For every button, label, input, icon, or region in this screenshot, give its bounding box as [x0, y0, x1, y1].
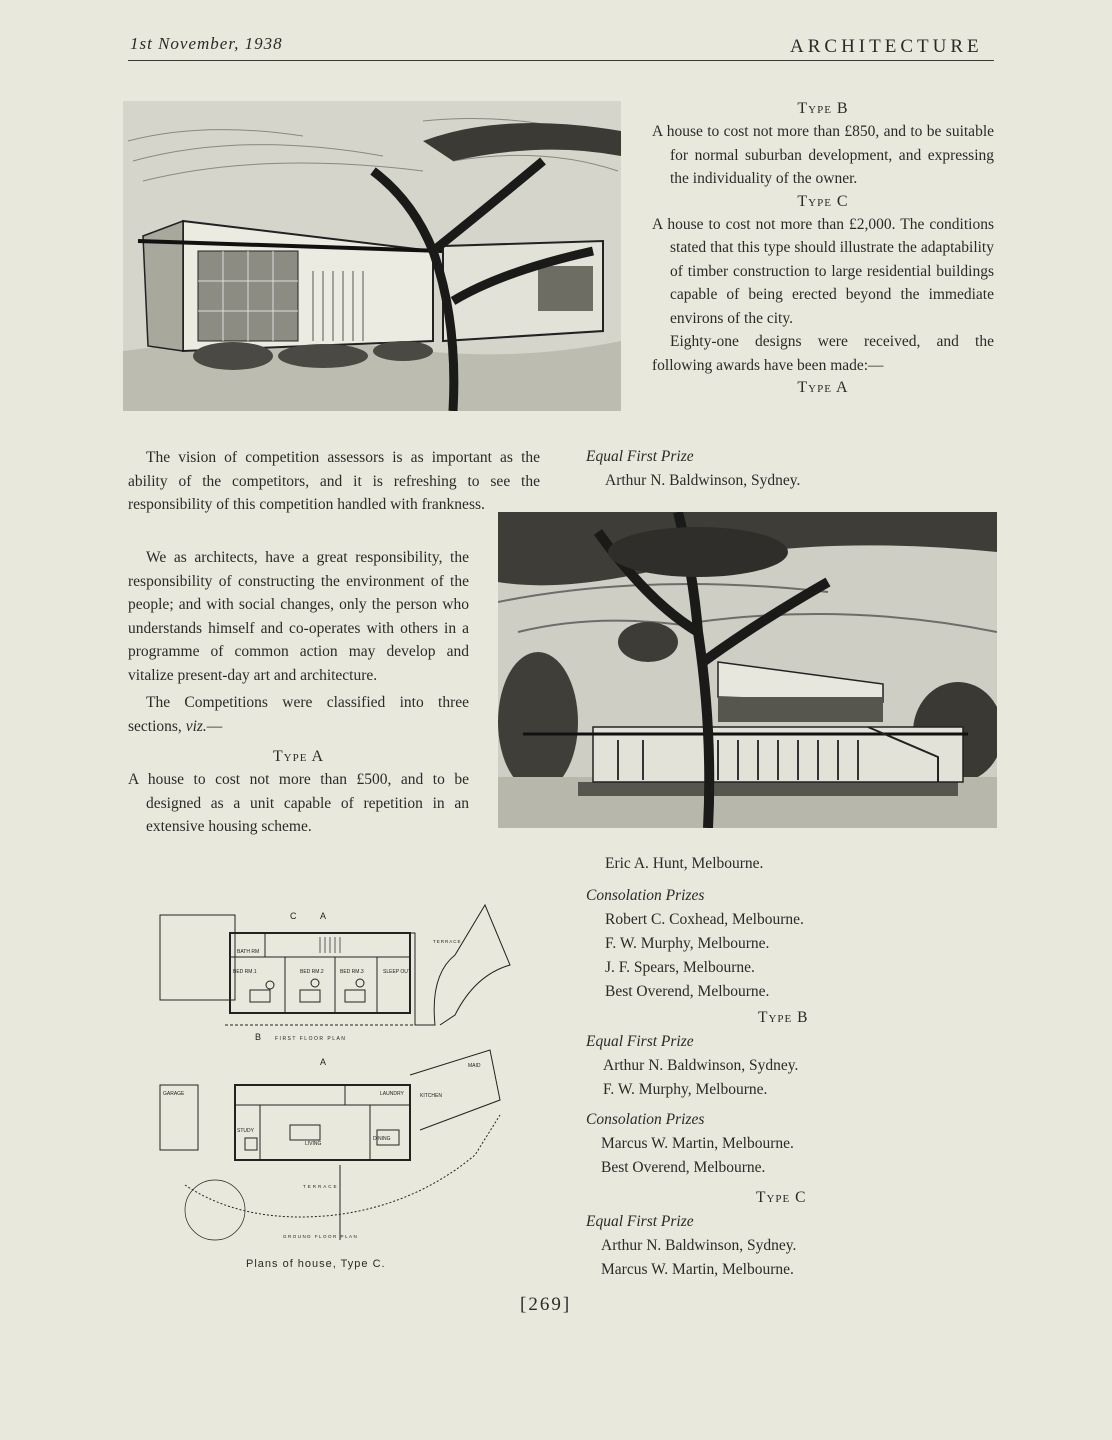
type-a-winner-1: Arthur N. Baldwinson, Sydney. [605, 472, 801, 489]
type-c-first-1: Arthur N. Baldwinson, Sydney. [601, 1237, 797, 1254]
first-floor-room-bath: BATH RM [237, 949, 260, 955]
header-rule [128, 60, 994, 61]
section-marker-c: C [290, 911, 297, 921]
ground-floor-room-garage: GARAGE [163, 1091, 185, 1097]
journal-title: ARCHITECTURE [790, 36, 983, 57]
para-assessors: The vision of competition assessors is as important as the ability of the competitors, and it is refreshing to see the responsibility of this competition handled with frankness. [128, 449, 540, 513]
type-b-consolation-2: Best Overend, Melbourne. [601, 1159, 766, 1176]
lower-terrace-label: TERRACE [303, 1184, 339, 1189]
type-b-heading: Type B [797, 100, 849, 117]
type-a-consolation-3: J. F. Spears, Melbourne. [605, 959, 755, 976]
issue-date: 1st November, 1938 [130, 34, 283, 53]
type-a-winner-2: Eric A. Hunt, Melbourne. [605, 855, 764, 872]
type-a-consolation-4: Best Overend, Melbourne. [605, 983, 770, 1000]
first-floor-room-bed2: BED RM.2 [300, 969, 324, 975]
type-a-equal-first-label: Equal First Prize [586, 448, 694, 465]
section-marker-a2: A [320, 1057, 327, 1067]
first-floor-room-bed1: BED RM.1 [233, 969, 257, 975]
type-a-consolation-label: Consolation Prizes [586, 887, 705, 904]
type-b-first-1: Arthur N. Baldwinson, Sydney. [603, 1057, 799, 1074]
page-number: [269] [520, 1294, 572, 1315]
ground-floor-room-study: STUDY [237, 1128, 254, 1134]
ground-floor-label: GROUND FLOOR PLAN [283, 1234, 359, 1239]
first-floor-room-bed3: BED RM.3 [340, 969, 364, 975]
ground-floor-room-laundry: LAUNDRY [380, 1091, 404, 1097]
upper-terrace-label: TERRACE [433, 939, 462, 944]
plans-caption: Plans of house, Type C. [246, 1258, 386, 1270]
type-b-description: A house to cost not more than £850, and to be suitable for normal suburban development, and expressing the individuality of the owner. [652, 123, 994, 187]
ground-floor-room-maid: MAID [468, 1063, 481, 1069]
type-b-equal-first-label: Equal First Prize [586, 1033, 694, 1050]
house-sketch-middle [498, 512, 997, 828]
type-c-first-2: Marcus W. Martin, Melbourne. [601, 1261, 794, 1278]
para-classified: The Competitions were classified into three sections, viz.— [128, 694, 469, 735]
type-b-first-2: F. W. Murphy, Melbourne. [603, 1081, 768, 1098]
type-a-consolation-2: F. W. Murphy, Melbourne. [605, 935, 770, 952]
awards-type-b-heading: Type B [758, 1009, 809, 1026]
type-c-equal-first-label: Equal First Prize [586, 1213, 694, 1230]
left-type-a-heading: Type A [272, 748, 325, 765]
para-responsibility: We as architects, have a great responsibility, the responsibility of constructing the environment of the people; and with social changes, only the person who understands himself and co-operates with others in a programme of common action may develop and vitalize present-day art and architecture. [128, 549, 469, 684]
ground-floor-room-living: LIVING [305, 1141, 322, 1147]
type-b-consolation-1: Marcus W. Martin, Melbourne. [601, 1135, 794, 1152]
awards-type-c-heading: Type C [756, 1189, 807, 1206]
left-type-a-description: A house to cost not more than £500, and to be designed as a unit capable of repetition in an extensive housing scheme. [128, 771, 469, 835]
awards-intro: Eighty-one designs were received, and the following awards have been made:— [652, 333, 994, 374]
first-floor-room-sleepout: SLEEP OUT [383, 969, 411, 975]
ground-floor-room-dining: DINING [373, 1136, 391, 1142]
type-c-description: A house to cost not more than £2,000. The conditions stated that this type should illustrate the adaptability of timber construction to large residential buildings capable of being erected beyond the immediate environs of the city. [652, 215, 994, 327]
floor-plans [155, 895, 525, 1255]
house-sketch-top [123, 101, 621, 411]
awards-type-a-heading: Type A [797, 379, 849, 396]
section-marker-a: A [320, 911, 327, 921]
ground-floor-room-kitchen: KITCHEN [420, 1093, 442, 1099]
type-c-heading: Type C [797, 192, 849, 210]
first-floor-label: FIRST FLOOR PLAN [275, 1036, 347, 1042]
type-a-consolation-1: Robert C. Coxhead, Melbourne. [605, 911, 804, 928]
type-b-consolation-label: Consolation Prizes [586, 1111, 705, 1128]
section-marker-b: B [255, 1032, 262, 1042]
